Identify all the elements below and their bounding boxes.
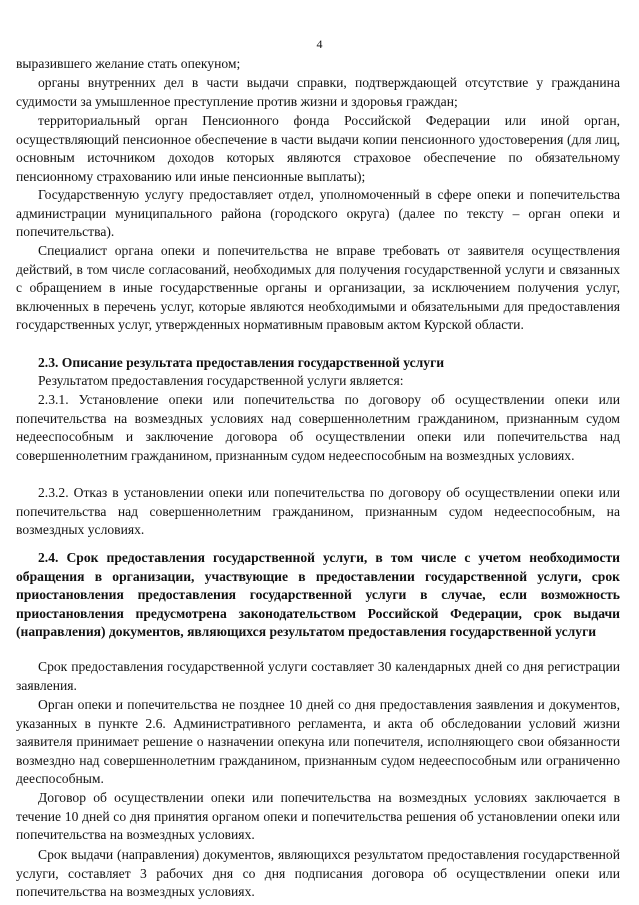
paragraph-specialist: Специалист органа опеки и попечительства не вправе требовать от заявителя осуществления действий, в том числе согласований, необходимых для получения государственной услуги и связанных с обращением в иные государственные органы и организации, за исключением получения услуг, включенных в перечень услуг, которые являются необходимыми и обязательными для предоставления государственных услуг, утвержденных нормативным правовым актом Курской области. [16, 243, 620, 332]
paragraph-term: Срок предоставления государственной услуги составляет 30 календарных дней со дня регистрации заявления. [16, 659, 620, 693]
paragraph-2-3-1: 2.3.1. Установление опеки или попечительства по договору об осуществлении опеки или попечительства на возмездных условиях над совершеннолетним гражданином, признанным судом недееспособным и заключение договора об осуществлении опеки или попечительства над совершеннолетним гражданином, признанным судом недееспособным на возмездных условиях. [16, 392, 620, 463]
paragraph-2-3-2: 2.3.2. Отказ в установлении опеки или попечительства по договору об осуществлении опеки или попечительства над совершеннолетним гражданином, признанным судом недееспособным, на возмездных условиях. [16, 485, 620, 537]
section-heading-2-3: 2.3. Описание результата предоставления государственной услуги [38, 355, 445, 370]
paragraph-service-provider: Государственную услугу предоставляет отдел, уполномоченный в сфере опеки и попечительства администрации муниципального района (городского округа) (далее по тексту – орган опеки и попечительства). [16, 187, 620, 239]
paragraph-decision: Орган опеки и попечительства не позднее 10 дней со дня предоставления заявления и документов, указанных в пункте 2.6. Административного регламента, и акта об обследовании условий жизни заявителя принимает решение о назначении опекуна или попечителя, исполняющего свои обязанности возмездно над совершеннолетним гражданином, признанным судом недееспособным или ограниченно дееспособным. [16, 697, 620, 786]
paragraph-pension-fund: территориальный орган Пенсионного фонда Российской Федерации или иной орган, осуществляющий пенсионное обеспечение в части выдачи копии пенсионного удостоверения (для лиц, основным источником доходов которых являются страховое обеспечение по обязательному пенсионному страхованию или иные пенсионные выплаты); [16, 113, 620, 184]
paragraph-internal-affairs: органы внутренних дел в части выдачи справки, подтверждающей отсутствие у гражданина судимости за умышленное преступление против жизни и здоровья граждан; [16, 75, 620, 109]
page-number: 4 [316, 37, 323, 51]
section-heading-2-4: 2.4. Срок предоставления государственной услуги, в том числе с учетом необходимости обращения в организации, участвующие в предоставлении государственной услуги, срок приостановления предоставления государственной услуги в случае, если возможность приостановления предусмотрена законодательством Российской Федерации, срок выдачи (направления) документов, являющихся результатом предоставления государственной услуги [16, 550, 620, 639]
paragraph-documents-issue: Срок выдачи (направления) документов, являющихся результатом предоставления государственной услуги, составляет 3 рабочих дня со дня подписания договора об осуществлении опеки или попечительства на возмездных условиях. [16, 847, 620, 899]
paragraph-continuation: выразившего желание стать опекуном; [16, 56, 241, 71]
paragraph-result-intro: Результатом предоставления государственной услуги является: [38, 373, 404, 388]
paragraph-contract: Договор об осуществлении опеки или попечительства на возмездных условиях заключается в течение 10 дней со дня принятия органом опеки и попечительства решения об установлении опеки или попечительства на возмездных условиях. [16, 790, 620, 842]
